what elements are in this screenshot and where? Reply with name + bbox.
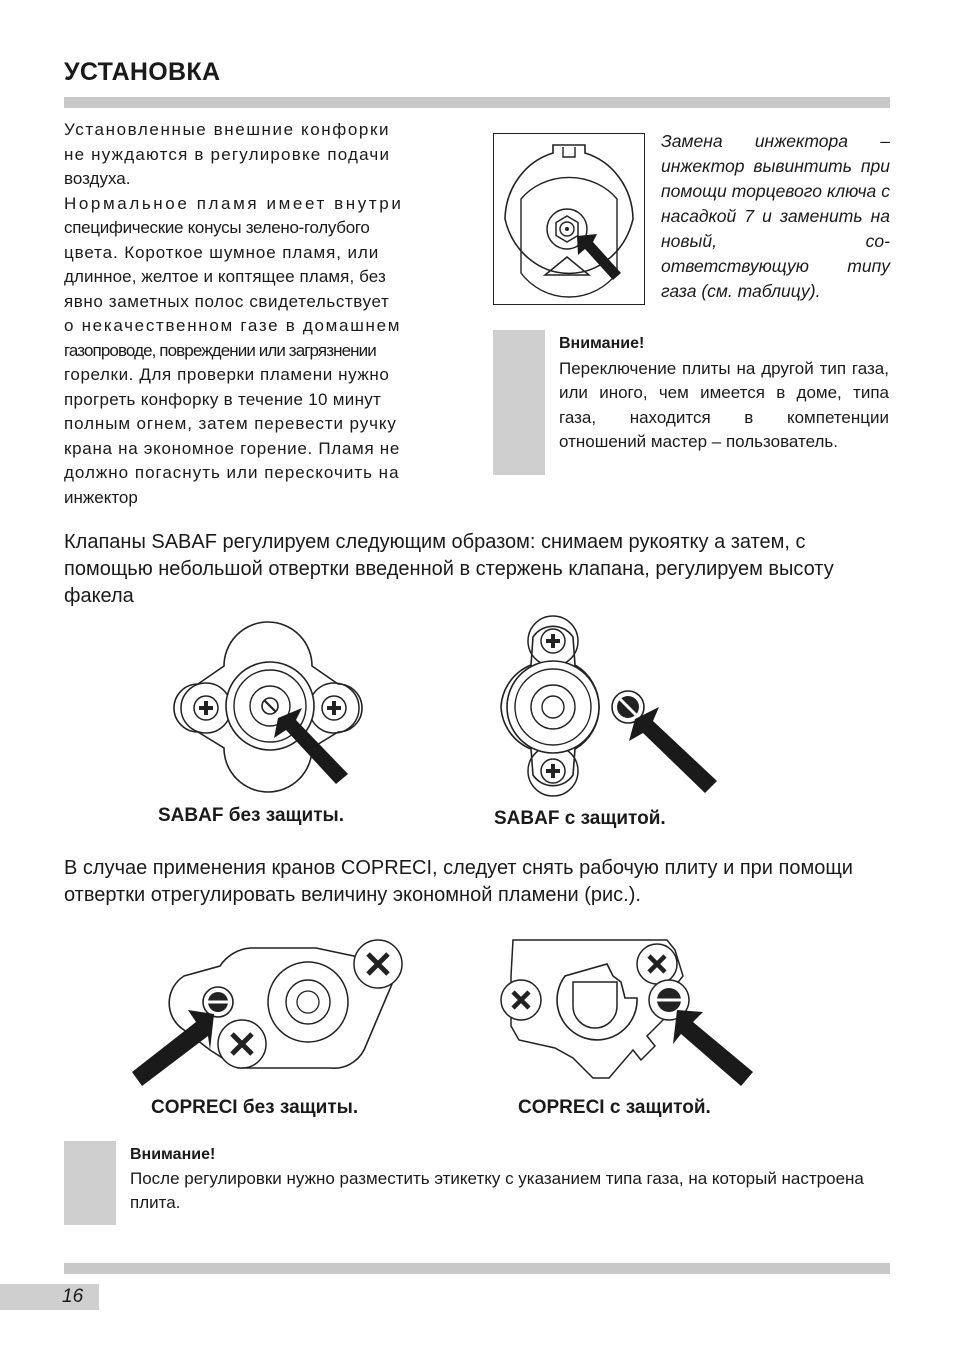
sabaf-protection-diagram [495,615,725,795]
text-line: о некачественном газе в домашнем [64,316,402,335]
text-line: воздуха. [64,169,131,188]
text-line: цвета. Короткое шумное пламя, или [64,242,380,262]
flame-paragraph [64,118,461,510]
text-line: специфические конусы зелено-голубого [64,218,370,237]
caption-sabaf-no-protection: SABAF без защиты. [158,805,345,826]
copreci-protection-diagram [497,936,757,1086]
sabaf-no-protection-diagram [178,648,378,778]
injector-note: Замена инжектора – инжектор вывинтить при помощи торцевого ключа с насадкой 7 и заменить на новый, со-ответствующую типу газа (см. таблицу). [661,131,890,301]
footer-rule [64,1263,890,1274]
warning-title: Внимание! [559,335,645,352]
injector-illustration [493,133,645,305]
sabaf-paragraph: Клапаны SABAF регулируем следующим образом: снимаем рукоятку а затем, с помощью небольшой отвертки введенной в стержень клапана, регулируем высоту факела [64,531,834,607]
warning-text: Переключение плиты на другой тип газа, или иного, чем имеется в доме, типа газа, находится в компетенции отношений мастер – пользователь. [559,358,889,451]
text-line: инжектор [64,487,138,507]
text-line: газопроводе, повреждении или загрязнении [64,340,376,360]
caption-copreci-protection: COPRECI с защитой. [518,1097,711,1118]
text-line: горелки. Для проверки пламени нужно [64,365,390,384]
text-line: Нормальное пламя имеет внутри [64,193,404,213]
text-line: крана на экономное горение. Пламя не [64,438,401,458]
warning-bar [64,1141,116,1225]
page-title: УСТАНОВКА [64,58,221,86]
page-number: 16 [62,1286,84,1307]
text-line: явно заметных полос свидетельствует [64,291,390,311]
warning-title: Внимание! [130,1146,216,1163]
header-rule [64,97,890,108]
copreci-no-protection-diagram [130,938,410,1088]
caption-sabaf-protection: SABAF с защитой. [494,808,666,829]
text-line: полным огнем, затем перевести ручку [64,414,397,433]
text-line: должно погаснуть или перескочить на [64,463,400,482]
warning-text: После регулировки нужно разместить этикетку с указанием типа газа, на который настроена плита. [130,1169,864,1212]
page-number-box [0,1284,99,1310]
text-line: длинное, желтое и коптящее пламя, без [64,267,386,286]
caption-copreci-no-protection: COPRECI без защиты. [151,1097,359,1118]
warning-bar [493,330,545,475]
text-line: прогреть конфорку в течение 10 минут [64,389,382,409]
text-line: не нуждаются в регулировке подачи [64,144,391,164]
copreci-paragraph: В случае применения кранов COPRECI, следует снять рабочую плиту и при помощи отвертки отрегулировать величину экономной пламени (рис.). [64,857,853,906]
warning-block-2 [130,1143,892,1215]
text-line: Установленные внешние конфорки [64,120,391,139]
warning-block-1 [559,332,889,455]
